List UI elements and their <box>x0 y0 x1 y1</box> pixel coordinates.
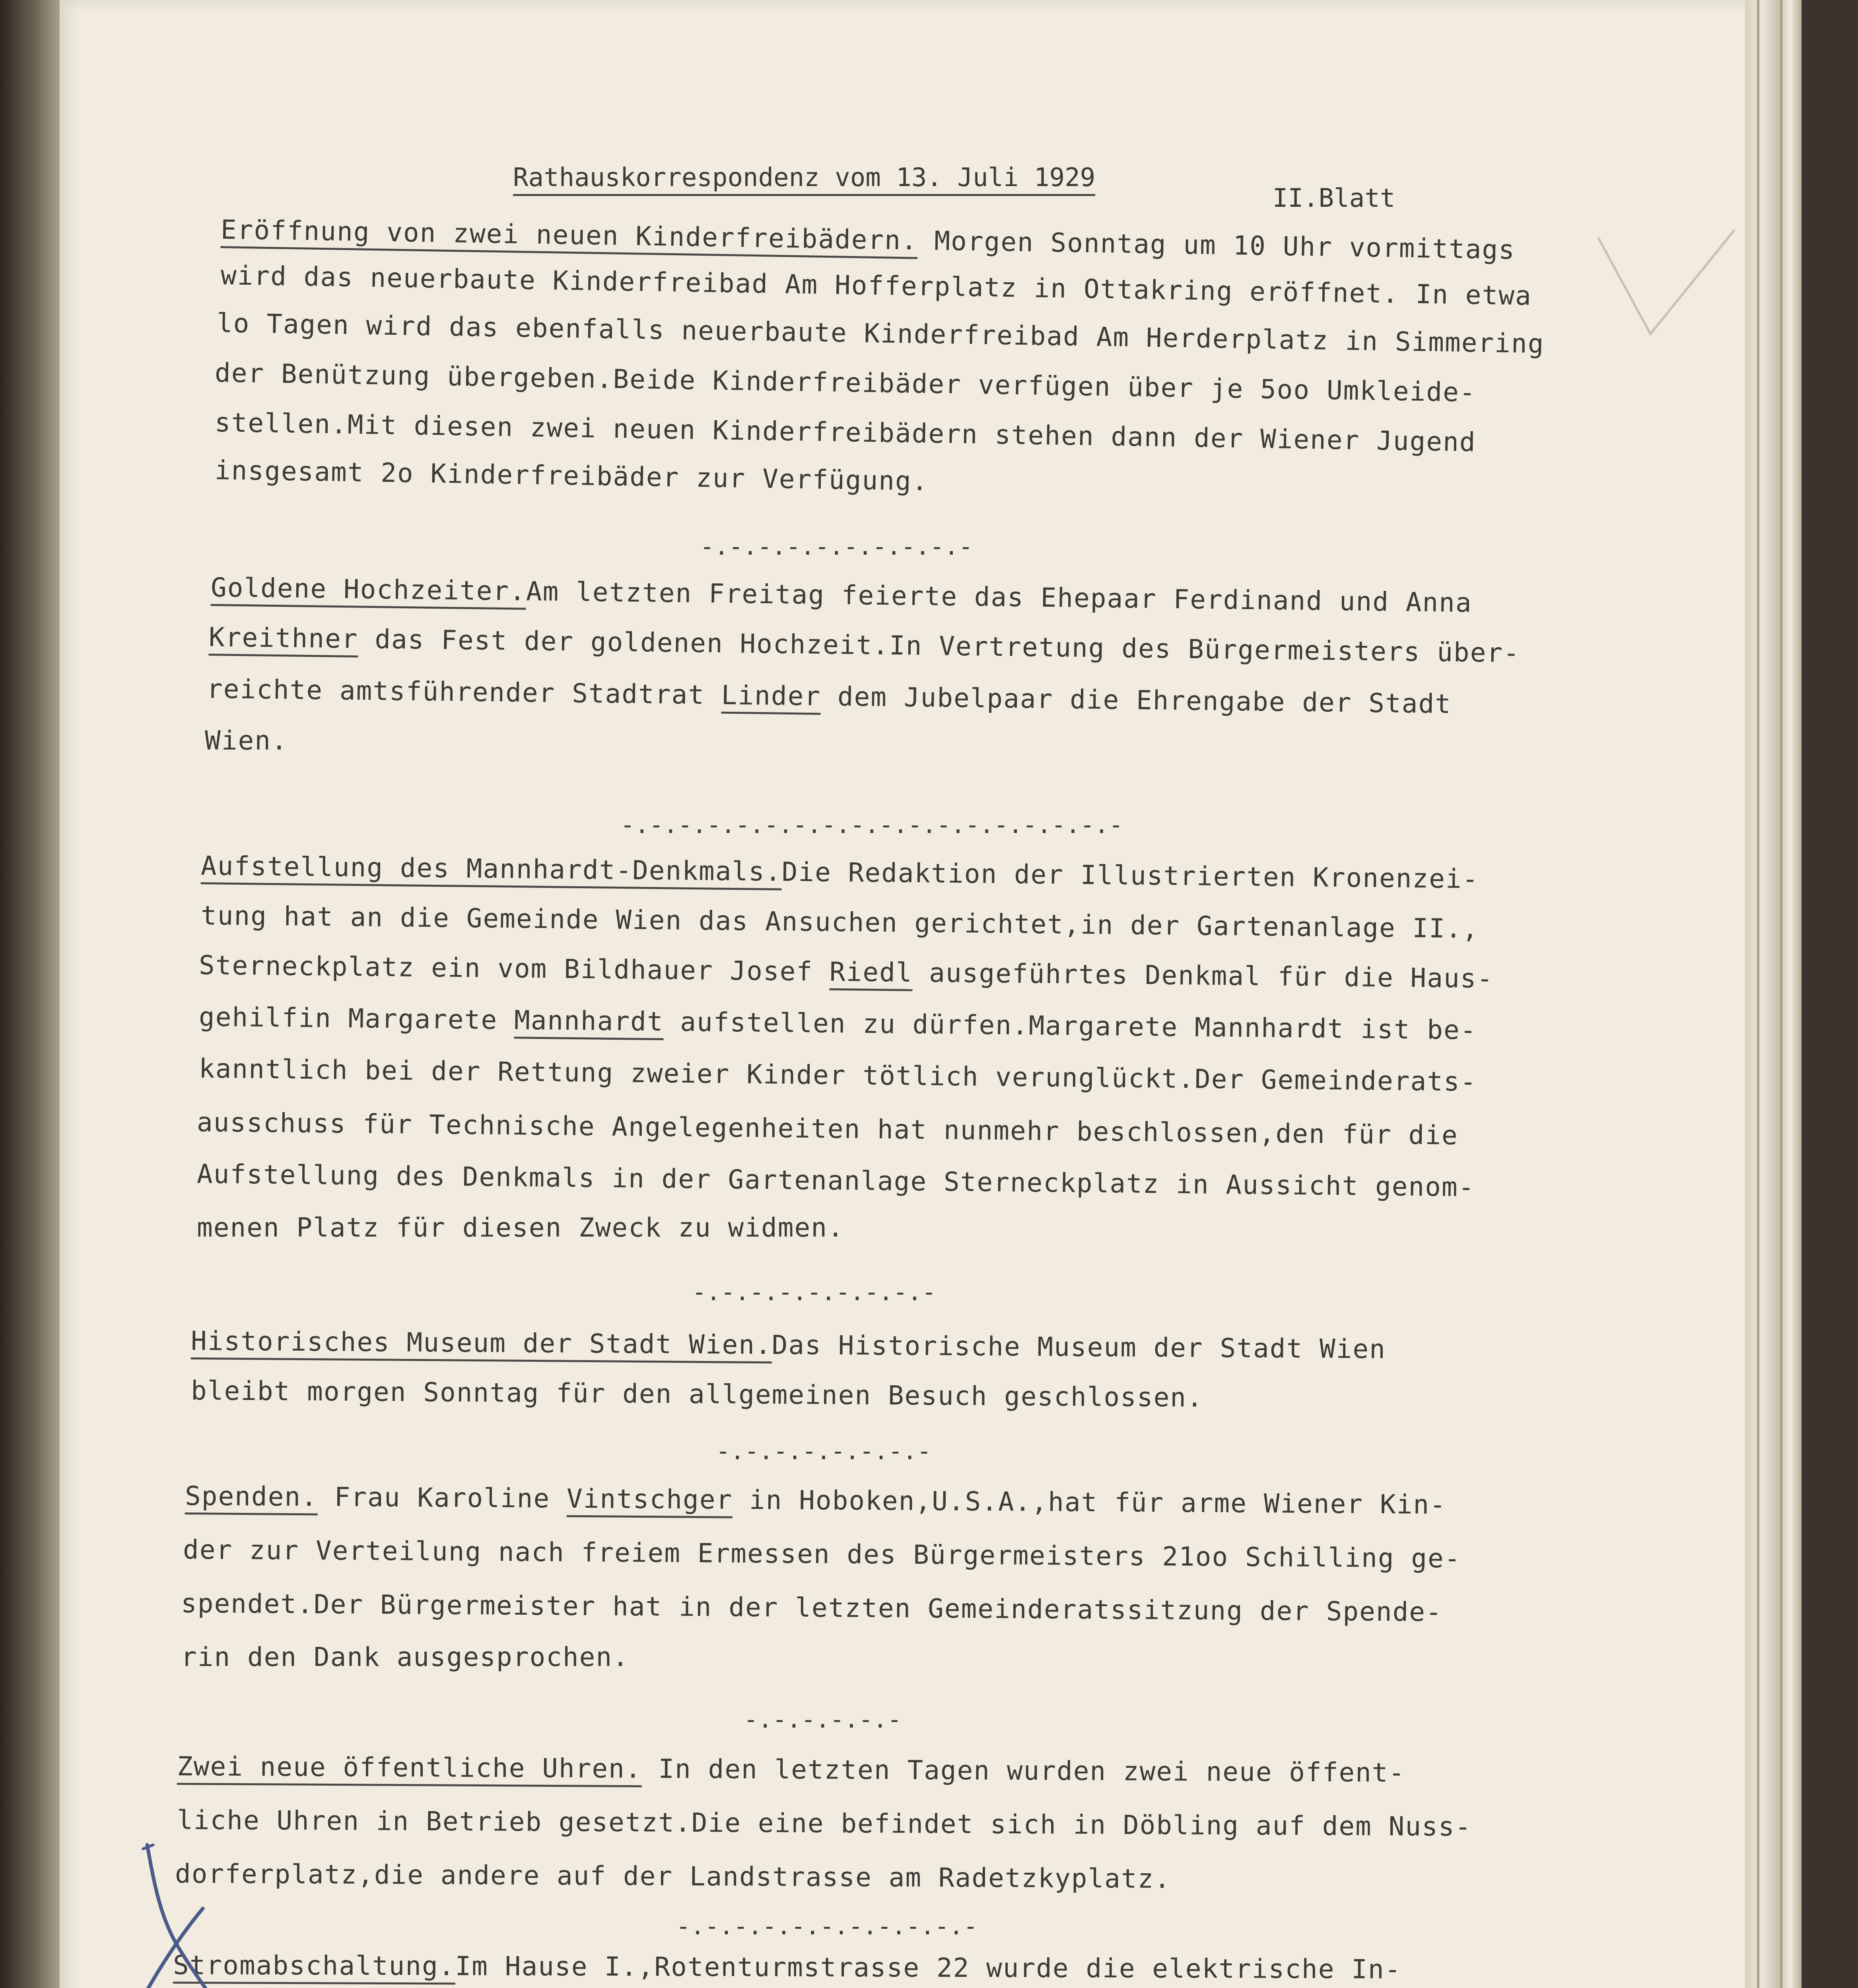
article-3-text: gehilfin Margarete <box>198 1002 515 1036</box>
article-5-text: in Hoboken,U.S.A.,hat für arme Wiener Kin- <box>732 1484 1447 1520</box>
article-5-line-2: der zur Verteilung nach freiem Ermessen des Bürgermeisters 21oo Schilling ge- <box>183 1534 1461 1574</box>
article-2-text: dem Jubelpaar die Ehrengabe der Stadt <box>820 681 1452 720</box>
article-7-text: Im Hause I.,Rotenturmstrasse 22 wurde die elektrische In- <box>455 1951 1401 1985</box>
article-3-heading: Aufstellung des Mannhardt-Denkmals. <box>201 850 782 890</box>
sheet-label: II.Blatt <box>1273 184 1395 213</box>
edge-line <box>1780 0 1782 1988</box>
article-6-line-2: liche Uhren in Betrieb gesetzt.Die eine befindet sich in Döbling auf dem Nuss- <box>177 1805 1472 1842</box>
separator: -.-.-.-.-.- <box>744 1706 902 1734</box>
article-4-text: Das Historische Museum der Stadt Wien <box>772 1330 1386 1365</box>
article-6-line-1 <box>177 1753 1405 1786</box>
article-1-line-4: der Benützung übergeben.Beide Kinderfreibäder verfügen über je 5oo Umkleide- <box>214 357 1477 408</box>
person-name: Vintschger <box>567 1483 733 1518</box>
article-3-line-2: tung hat an die Gemeinde Wien das Ansuchen gerichtet,in der Gartenanlage II., <box>200 900 1479 944</box>
person-name: Riedl <box>829 957 913 991</box>
article-3-text: ausgeführtes Denkmal für die Haus- <box>912 957 1494 994</box>
person-name: Mannhardt <box>514 1005 663 1040</box>
person-name: Kreithner <box>208 622 358 658</box>
article-3-text: Sterneckplatz ein vom Bildhauer Josef <box>198 950 830 987</box>
article-5-text: Frau Karoline <box>317 1481 567 1514</box>
article-2-line-4: Wien. <box>205 725 288 756</box>
article-2-heading: Goldene Hochzeiter. <box>210 572 526 610</box>
article-2-text: das Fest der goldenen Hochzeit.In Vertretung des Bürgermeisters über- <box>374 624 1520 669</box>
article-3-text: aufstellen zu dürfen.Margarete Mannhardt ist be- <box>663 1006 1477 1046</box>
pencil-cross-mark-icon <box>84 1829 215 1988</box>
separator: -.-.-.-.-.-.-.- <box>716 1437 931 1465</box>
article-2-text: Am letzten Freitag feierte das Ehepaar Ferdinand und Anna <box>526 576 1473 618</box>
article-2-text: reichte amtsführender Stadtrat <box>206 674 722 711</box>
article-3-text: Die Redaktion der Illustrierten Kronenzei- <box>781 856 1479 895</box>
article-5-heading: Spenden. <box>185 1481 318 1515</box>
article-5-line-3: spendet.Der Bürgermeister hat in der letzten Gemeinderatssitzung der Spende- <box>181 1588 1443 1628</box>
article-3-line-5: kanntlich bei der Rettung zweier Kinder tötlich verunglückt.Der Gemeinderats- <box>198 1053 1477 1097</box>
article-7-line-1 <box>173 1952 1401 1983</box>
separator: -.-.-.-.-.-.-.-.-.-.-.-.-.-.-.-.-.- <box>620 811 1123 839</box>
article-1-text: Morgen Sonntag um 10 Uhr vormittags <box>917 225 1516 266</box>
article-1-line-2: wird das neuerbaute Kinderfreibad Am Hofferplatz in Ottakring eröffnet. In etwa <box>220 260 1532 311</box>
article-1-line-3: lo Tagen wird das ebenfalls neuerbaute Kinderfreibad Am Herderplatz in Simmering <box>216 308 1545 359</box>
faint-pencil-mark-icon <box>1591 223 1742 358</box>
article-6-text: In den letzten Tagen wurden zwei neue öffent- <box>641 1753 1405 1788</box>
document-title-text: Rathauskorrespondenz vom 13. Juli 1929 <box>513 163 1095 196</box>
separator: -.-.-.-.-.-.-.-.-.- <box>700 533 973 561</box>
article-3-line-8: menen Platz für diesen Zweck zu widmen. <box>197 1212 844 1243</box>
article-1-line-6: insgesamt 2o Kinderfreibäder zur Verfügung. <box>214 455 929 497</box>
article-7-heading: Stromabschaltung. <box>173 1950 455 1984</box>
article-4-line-1 <box>191 1328 1386 1363</box>
article-5-line-4: rin den Dank ausgesprochen. <box>181 1642 629 1672</box>
page-edge <box>1745 0 1802 1988</box>
article-3-line-7: Aufstellung des Denkmals in der Gartenanlage Sterneckplatz in Aussicht genom- <box>196 1159 1475 1203</box>
edge-line <box>1757 0 1759 1988</box>
article-4-line-2: bleibt morgen Sonntag für den allgemeinen Besuch geschlossen. <box>190 1375 1204 1413</box>
separator: -.-.-.-.-.-.-.-.-.-.- <box>676 1912 978 1940</box>
article-1-line-5: stellen.Mit diesen zwei neuen Kinderfreibädern stehen dann der Wiener Jugend <box>214 407 1477 458</box>
article-3-line-6: ausschuss für Technische Angelegenheiten hat nunmehr beschlossen,den für die <box>196 1107 1459 1151</box>
article-4-heading: Historisches Museum der Stadt Wien. <box>191 1326 772 1363</box>
document-title <box>513 163 1095 192</box>
article-6-heading: Zwei neue öffentliche Uhren. <box>177 1751 642 1787</box>
article-1-heading: Eröffnung von zwei neuen Kinderfreibädern. <box>220 214 918 259</box>
article-6-line-3: dorferplatz,die andere auf der Landstrasse am Radetzkyplatz. <box>175 1858 1171 1895</box>
person-name: Linder <box>721 680 821 715</box>
separator: -.-.-.-.-.-.-.-.- <box>692 1278 937 1306</box>
